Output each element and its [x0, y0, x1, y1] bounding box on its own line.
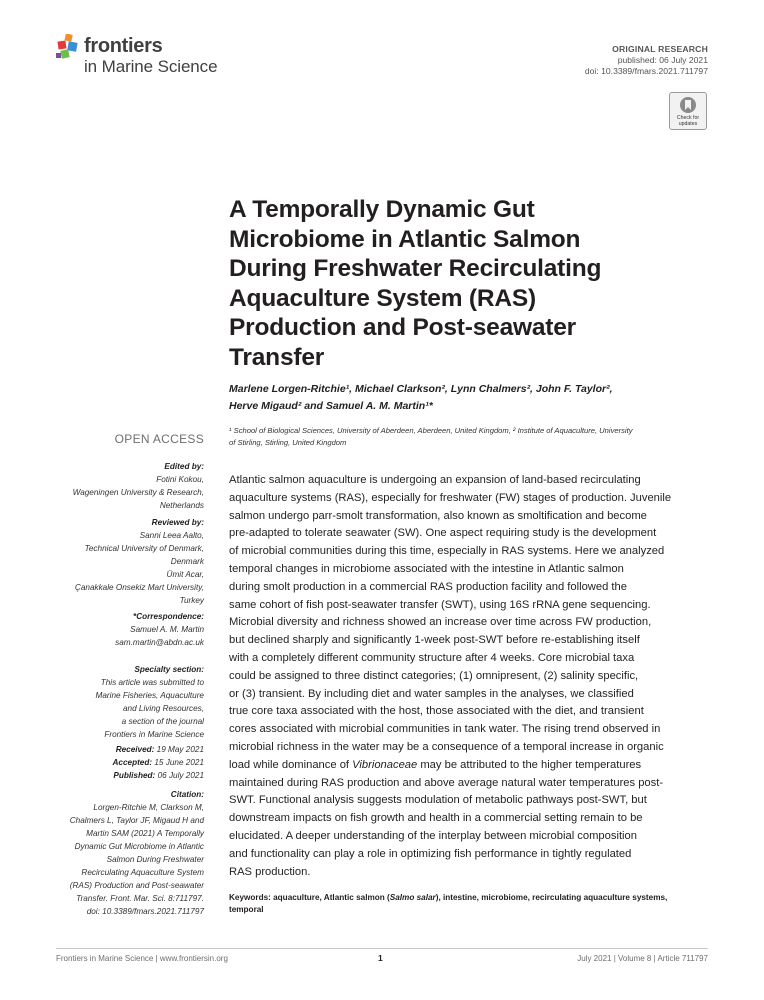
abstract-line: Microbial diversity and richness showed an increase over time across FW production,	[229, 616, 652, 629]
abstract-line: cores associated with microbial communities in tank water. The rising trend observed in	[229, 723, 661, 736]
check-badge-line1: Check for	[676, 115, 700, 121]
citation-line: Martin SAM (2021) A Temporally	[86, 829, 204, 838]
citation-line: Salmon During Freshwater	[106, 855, 204, 864]
citation-doi[interactable]: doi: 10.3389/fmars.2021.711797	[86, 907, 204, 916]
abstract-line: microbial richness in the water may be a consequence of a temporal increase in organic	[229, 740, 664, 753]
affiliation-line: ¹ School of Biological Sciences, University of Aberdeen, Aberdeen, United Kingdom, ² Institute of Aquaculture, University	[229, 426, 633, 435]
article-header-meta	[585, 44, 708, 77]
citation-line: (RAS) Production and Post-seawater	[69, 881, 204, 890]
reviewer-line: Technical University of Denmark,	[84, 544, 204, 553]
editor-line: Netherlands	[159, 501, 204, 510]
abstract-line: could be assigned to three distinct categories; (1) omnipresent, (2) salinity specific,	[229, 669, 639, 682]
bookmark-icon	[678, 96, 698, 114]
correspondence-section	[24, 610, 204, 649]
footer-issue-info: July 2021 | Volume 8 | Article 711797	[577, 954, 708, 963]
italic-term: Salmo salar	[389, 893, 436, 902]
title-line: Aquaculture System (RAS)	[229, 284, 536, 312]
affiliation-line: of Stirling, Stirling, United Kingdom	[229, 438, 347, 447]
citation-line: Lorgen-Ritchie M, Clarkson M,	[93, 803, 204, 812]
edited-by-heading: Edited by:	[164, 462, 204, 471]
check-badge-line2: updates	[678, 121, 698, 127]
abstract-line: downstream impacts on fish growth and health in a commercial setting remain to be	[229, 812, 643, 825]
article-type: ORIGINAL RESEARCH	[612, 44, 708, 54]
specialty-line: This article was submitted to	[100, 678, 204, 687]
keywords-line: Keywords: aquaculture, Atlantic salmon (Salmo salar), intestine, microbiome, recirculating aquaculture systems,	[229, 893, 668, 902]
specialty-line: and Living Resources,	[122, 704, 204, 713]
reviewer-line: Denmark	[170, 557, 204, 566]
author-list	[229, 381, 709, 414]
accepted-date: 15 June 2021	[154, 758, 204, 767]
abstract-line: same cohort of fish post-seawater transfer (SWT), using 16S rRNA gene sequencing.	[229, 598, 651, 611]
abstract-line: during smolt production in a commercial RAS production facility and followed the	[229, 580, 627, 593]
abstract-line: SWT. Functional analysis suggests modulation of metabolic pathways post-SWT, but	[229, 794, 647, 807]
abstract-line: or (3) transient. By including diet and water samples in the analyses, we classified	[229, 687, 634, 700]
page-number: 1	[378, 953, 383, 963]
specialty-heading: Specialty section:	[134, 665, 204, 674]
frontiers-logo-icon	[56, 34, 80, 62]
keywords-line: temporal	[229, 904, 264, 914]
title-line: A Temporally Dynamic Gut	[229, 196, 535, 223]
correspondent-name: Samuel A. M. Martin	[130, 625, 204, 634]
published-date: published: 06 July 2021	[617, 55, 708, 65]
abstract-line: elucidated. A deeper understanding of the interplay between microbial composition	[229, 829, 637, 842]
citation-line: Dynamic Gut Microbiome in Atlantic	[74, 842, 204, 851]
published-label: Published:	[113, 771, 156, 780]
received-label: Received:	[115, 745, 155, 754]
reviewed-by-heading: Reviewed by:	[151, 518, 204, 527]
abstract-line: true core taxa associated with the host, those associated with the diet, and transient	[229, 705, 644, 718]
editor-line[interactable]: Fotini Kokou,	[156, 475, 204, 484]
abstract-line: Atlantic salmon aquaculture is undergoing an expansion of land-based recirculating	[229, 474, 641, 486]
open-access-label: OPEN ACCESS	[114, 432, 204, 446]
article-doi[interactable]: doi: 10.3389/fmars.2021.711797	[584, 66, 708, 76]
abstract-line: load while dominance of Vibrionaceae may be attributed to the higher temperatures	[229, 758, 642, 771]
article-title	[229, 195, 699, 373]
correspondent-email[interactable]: sam.martin@abdn.ac.uk	[115, 638, 204, 647]
footer-divider	[56, 948, 708, 949]
title-line: Production and Post-seawater	[229, 314, 576, 342]
journal-name: in Marine Science	[84, 57, 218, 76]
correspondence-heading: *Correspondence:	[133, 612, 204, 621]
footer-journal-link[interactable]: Frontiers in Marine Science | www.frontiersin.org	[56, 954, 228, 963]
abstract-line: and functionality can play a role in optimizing fish performance in tightly regulated	[229, 847, 632, 860]
abstract-line: RAS production.	[229, 865, 311, 878]
abstract-line: but declined sharply and significantly 1-week post-SWT before re-establishing itself	[229, 634, 640, 647]
authors-line[interactable]: Marlene Lorgen-Ritchie¹, Michael Clarkson², Lynn Chalmers², John F. Taylor²,	[229, 383, 613, 395]
citation-line: Chalmers L, Taylor JF, Migaud H and	[69, 816, 204, 825]
abstract-line: salmon undergo parr-smolt transformation, also known as smoltification and become	[229, 509, 647, 522]
reviewer-line[interactable]: Ümit Acar,	[166, 570, 204, 579]
logo-wordmark[interactable]: frontiers	[84, 35, 163, 57]
specialty-section	[24, 663, 204, 741]
citation-line: Transfer. Front. Mar. Sci. 8:711797.	[76, 894, 204, 903]
specialty-line: a section of the journal	[121, 717, 204, 726]
affiliations	[229, 425, 709, 449]
citation-section	[24, 788, 204, 918]
specialty-line: Frontiers in Marine Science	[104, 730, 204, 739]
abstract-line: of microbial communities during this time, especially in RAS systems. Here we analyzed	[229, 545, 665, 558]
abstract-line: pre-adapted to tolerate seawater (SW). One aspect requiring study is the development	[229, 527, 657, 540]
title-line: Transfer	[229, 343, 325, 371]
authors-line[interactable]: Herve Migaud² and Samuel A. M. Martin¹*	[229, 399, 433, 412]
edited-by-section	[24, 460, 204, 512]
reviewed-by-section	[24, 516, 204, 607]
dates-section	[24, 743, 204, 782]
abstract	[229, 472, 709, 881]
reviewer-line: Turkey	[179, 596, 204, 605]
title-line: During Freshwater Recirculating	[229, 255, 602, 283]
abstract-line: maintained during RAS production and above average natural water temperatures post-	[229, 776, 664, 789]
check-for-updates-button[interactable]	[669, 92, 707, 130]
accepted-label: Accepted:	[112, 758, 153, 767]
abstract-line: temporal changes in microbiome associated with the intestine in Atlantic salmon	[229, 562, 624, 575]
reviewer-line: Çanakkale Onsekiz Mart University,	[74, 583, 204, 592]
keywords	[229, 892, 709, 915]
abstract-line: aquaculture systems (RAS), especially for freshwater (FW) stages of production. Juvenile	[229, 491, 672, 504]
citation-heading: Citation:	[170, 790, 204, 799]
italic-term: Vibrionaceae	[352, 758, 418, 771]
title-line: Microbiome in Atlantic Salmon	[229, 225, 581, 253]
reviewer-line[interactable]: Sanni Leea Aalto,	[139, 531, 204, 540]
citation-line: Recirculating Aquaculture System	[81, 868, 204, 877]
specialty-line: Marine Fisheries, Aquaculture	[95, 691, 204, 700]
editor-line: Wageningen University & Research,	[72, 488, 204, 497]
received-date: 19 May 2021	[156, 745, 204, 754]
published-date-sidebar: 06 July 2021	[157, 771, 204, 780]
abstract-line: with a completely different community structure after 4 weeks. Core microbial taxa	[229, 651, 635, 664]
